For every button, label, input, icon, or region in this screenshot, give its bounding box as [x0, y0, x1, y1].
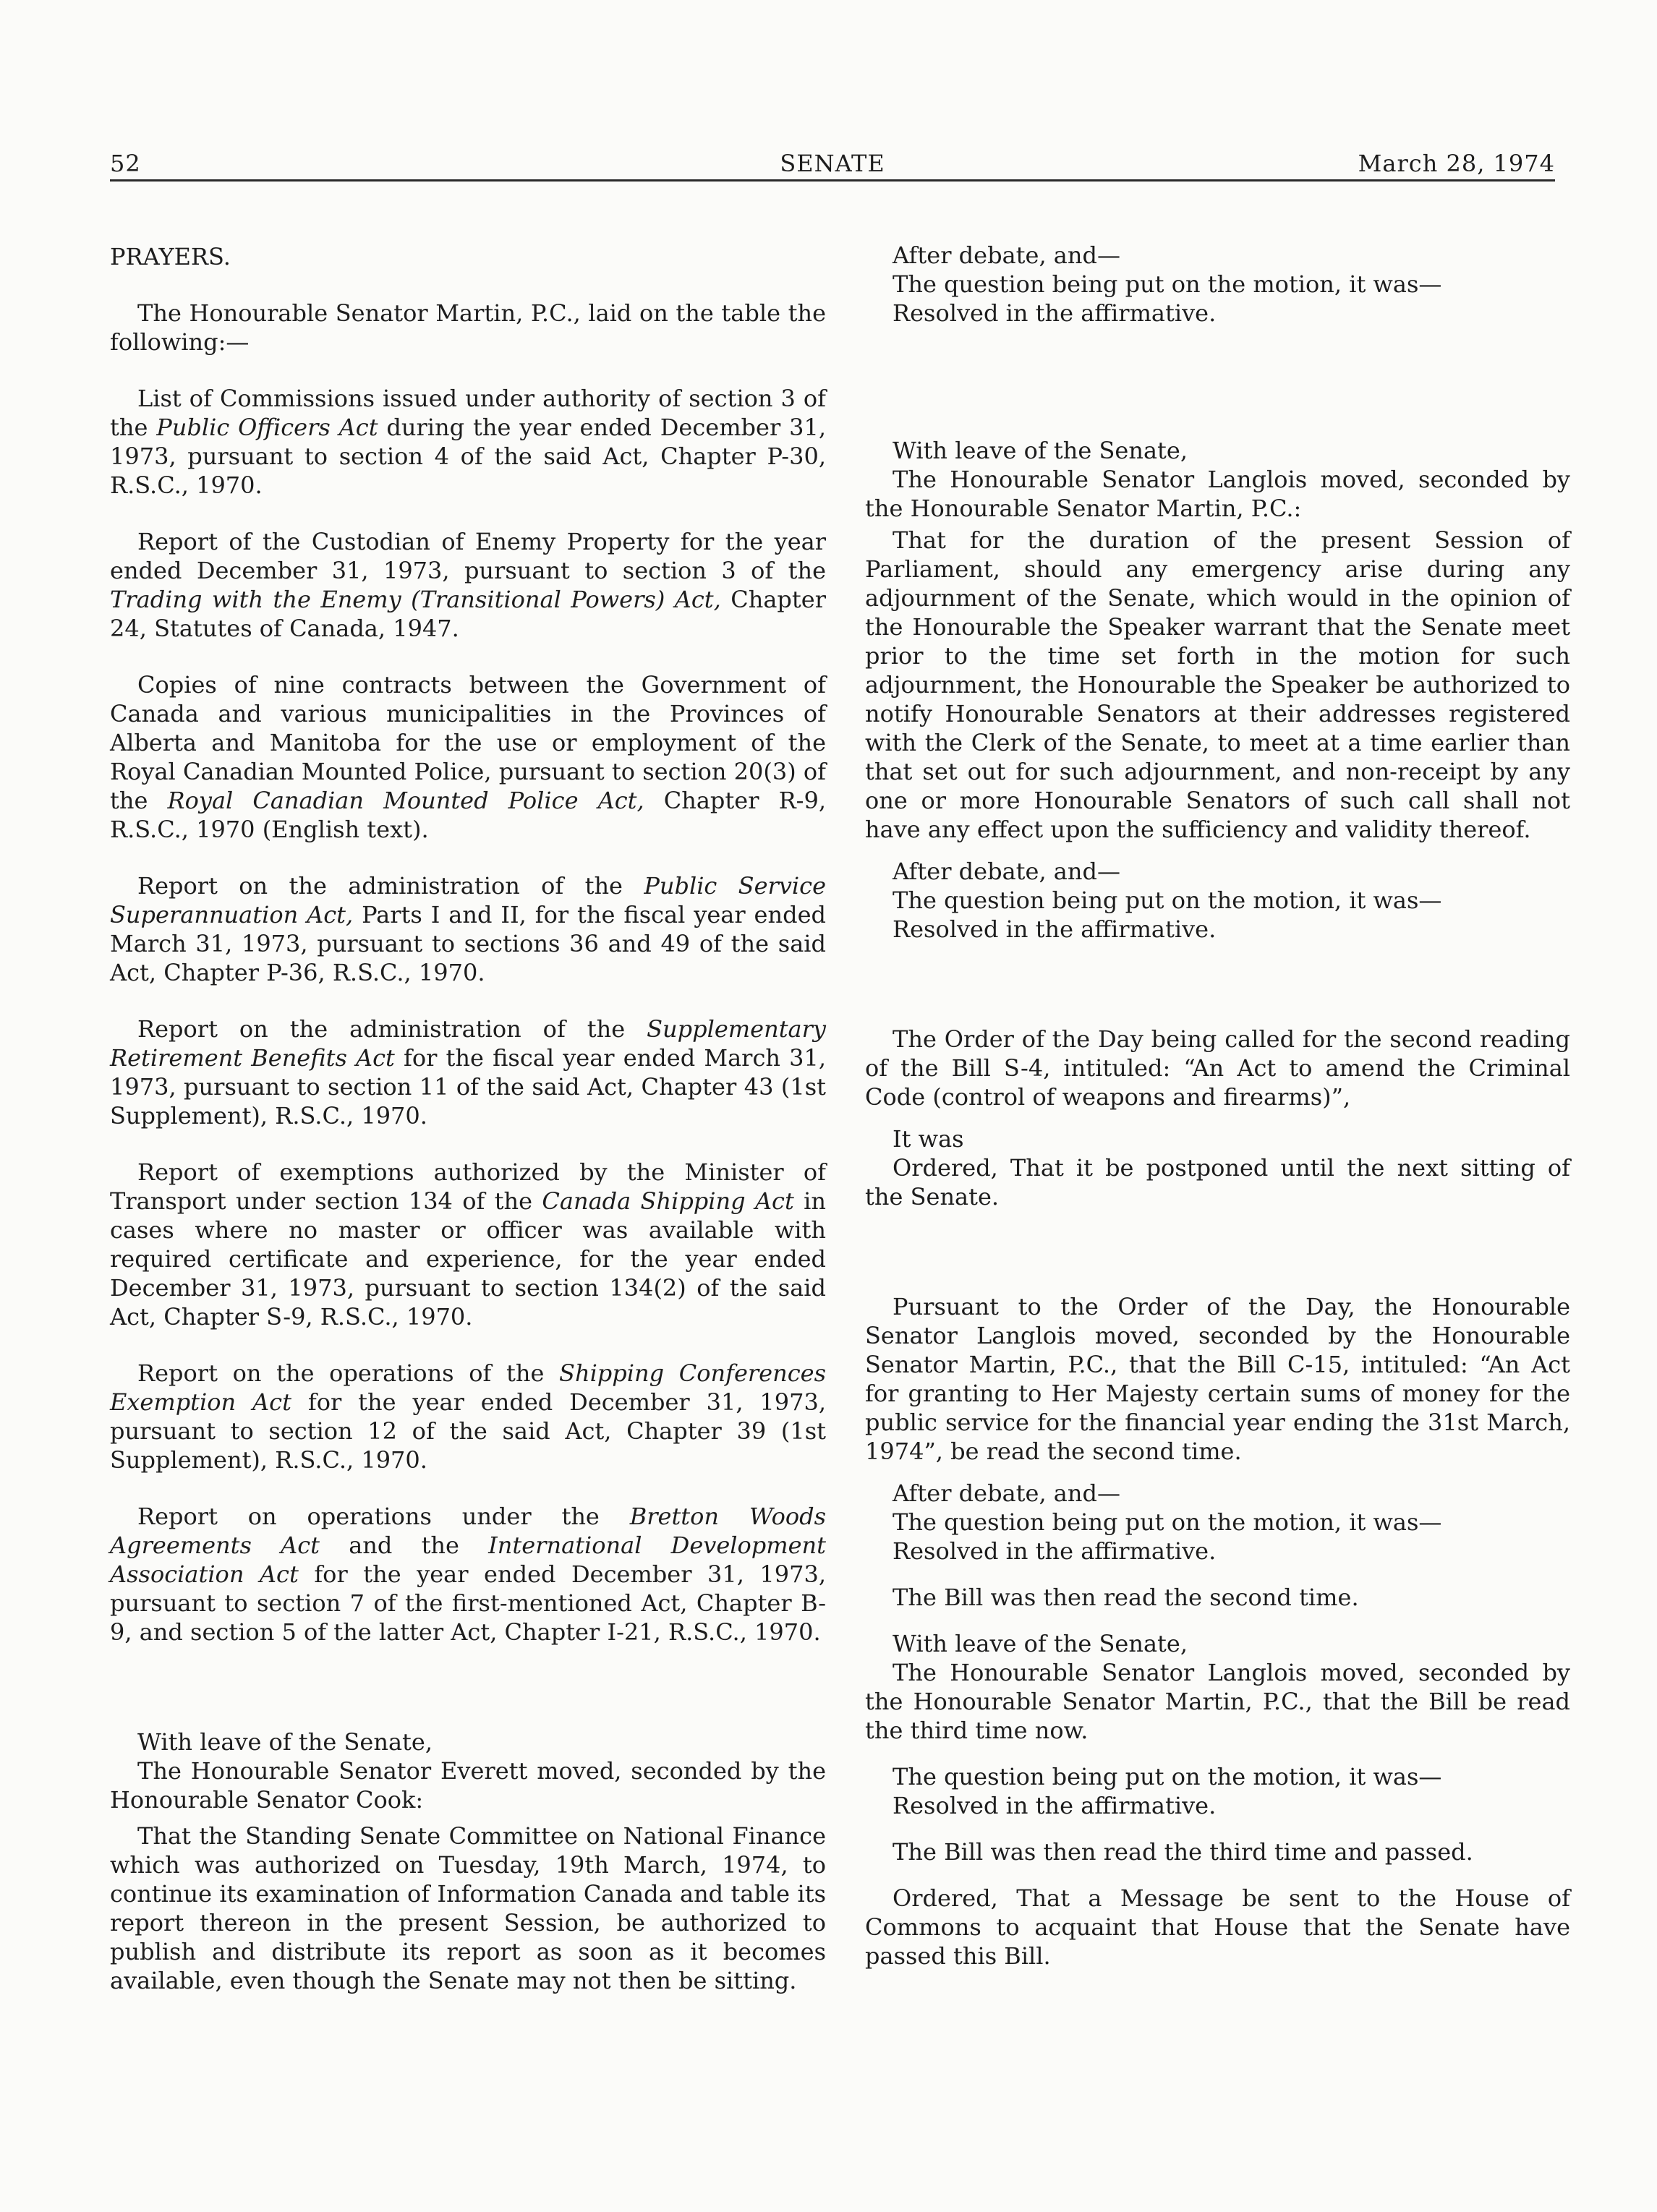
third-reading-motion: The Honourable Senator Langlois moved, seconded by the Honourable Senator Martin, P.C., that the Bill be read the third time now.: [865, 1659, 1570, 1744]
prayers-heading: PRAYERS.: [110, 243, 231, 270]
right-column: [865, 241, 1570, 1970]
tabled-document: List of Commissions issued under authority of section 3 of the Public Officers Act during the year ended December 31, 1973, pursuant to section 4 of the said Act, Chapter P-30, R.S.C., 1970.: [110, 385, 826, 499]
tabled-document: Report of the Custodian of Enemy Property for the year ended December 31, 1973, pursuant to section 3 of the Trading with the Enemy (Transitional Powers) Act, Chapter 24, Statutes of Canada, 1947.: [110, 528, 827, 642]
tabled-document: Report on the administration of the Supplementary Retirement Benefits Act for the fiscal year ended March 31, 1973, pursuant to section 11 of the said Act, Chapter 43 (1st Supplement), R.S.C., 1970.: [110, 1015, 827, 1130]
second-reading-line: The Bill was then read the second time.: [893, 1584, 1359, 1611]
tabled-document: Report on the operations of the Shipping Conferences Exemption Act for the year ended December 31, 1973, pursuant to section 12 of the said Act, Chapter 39 (1st Supplement), R.S.C., 1970.: [110, 1359, 827, 1474]
ordered-line: Ordered, That it be postponed until the next sitting of the Senate.: [865, 1154, 1570, 1210]
leave-line: With leave of the Senate,: [893, 1630, 1188, 1657]
tabled-document: Report of exemptions authorized by the Minister of Transport under section 134 of the Canada Shipping Act in cases where no master or officer was available with required certificate and experience, for the year ended December 31, 1973, pursuant to section 134(2) of the said Act, Chapter S-9, R.S.C., 1970.: [110, 1158, 826, 1331]
debate-line: After debate, and—: [893, 1479, 1120, 1507]
leave-line: With leave of the Senate,: [893, 437, 1188, 464]
motion-text: That the Standing Senate Committee on National Finance which was authorized on Tuesday, 19th March, 1974, to continue its examination of Information Canada and table its report thereon in the present Session, be authorized to publish and distribute its report as soon as it becomes available, even though the Senate may not then be sitting.: [110, 1822, 826, 1994]
resolved-line: Resolved in the affirmative.: [893, 299, 1217, 327]
tabled-document: Copies of nine contracts between the Government of Canada and various municipalities in the Provinces of Alberta and Manitoba for the use or employment of the Royal Canadian Mounted Police, pursuant to section 20(3) of the Royal Canadian Mounted Police Act, Chapter R-9, R.S.C., 1970 (English text).: [110, 671, 827, 843]
resolved-line: Resolved in the affirmative.: [893, 1537, 1217, 1565]
question-line: The question being put on the motion, it was—: [893, 1508, 1442, 1536]
motion-text: That for the duration of the present Session of Parliament, should any emergency arise during any adjournment of the Senate, which would in the opinion of the Honourable the Speaker warrant that the Senate meet prior to the time set forth in the motion for such adjournment, the Honourable the Speaker be authorized to notify Honourable Senators at their addresses registered with the Clerk of the Senate, to meet at a time earlier than that set out for such adjournment, and non-receipt by any one or more Honourable Senators of such call shall not have any effect upon the sufficiency and validity thereof.: [865, 526, 1570, 843]
debate-line: After debate, and—: [893, 858, 1120, 885]
tabled-document: Report on operations under the Bretton Woods Agreements Act and the International Development Association Act for the year ended December 31, 1973, pursuant to section 7 of the first-mentioned Act, Chapter B-9, and section 5 of the latter Act, Chapter I-21, R.S.C., 1970.: [110, 1503, 827, 1646]
left-column: [110, 242, 826, 1995]
journal-title: SENATE: [780, 150, 885, 177]
leave-line: With leave of the Senate,: [137, 1728, 433, 1756]
tabling-intro: The Honourable Senator Martin, P.C., laid on the table the following:—: [110, 299, 826, 356]
tabled-document: Report on the administration of the Public Service Superannuation Act, Parts I and II, for the fiscal year ended March 31, 1973, pursuant to sections 36 and 49 of the said Act, Chapter P-36, R.S.C., 1970.: [110, 872, 827, 986]
question-line: The question being put on the motion, it was—: [893, 270, 1442, 298]
debate-line: After debate, and—: [893, 242, 1120, 269]
motion-mover: The Honourable Senator Everett moved, seconded by the Honourable Senator Cook:: [110, 1757, 826, 1814]
question-line: The question being put on the motion, it was—: [893, 1763, 1442, 1790]
sitting-date: March 28, 1974: [1358, 150, 1555, 177]
resolved-line: Resolved in the affirmative.: [893, 915, 1217, 943]
third-reading-line: The Bill was then read the third time and passed.: [893, 1838, 1473, 1866]
it-was-line: It was: [893, 1125, 964, 1153]
order-of-day: The Order of the Day being called for the second reading of the Bill S-4, intituled: “An Act to amend the Criminal Code (control of weapons and firearms)”,: [865, 1025, 1570, 1111]
message-order: Ordered, That a Message be sent to the House of Commons to acquaint that House that the Senate have passed this Bill.: [865, 1884, 1570, 1970]
page-header: [110, 143, 1555, 182]
question-line: The question being put on the motion, it was—: [893, 887, 1442, 914]
resolved-line: Resolved in the affirmative.: [893, 1792, 1217, 1819]
motion-mover: The Honourable Senator Langlois moved, seconded by the Honourable Senator Martin, P.C.:: [865, 466, 1570, 522]
page-number: 52: [110, 150, 141, 177]
second-reading-motion: Pursuant to the Order of the Day, the Honourable Senator Langlois moved, seconded by the Honourable Senator Martin, P.C., that the Bill C-15, intituled: “An Act for granting to Her Majesty certain sums of money for the public service for the financial year ending the 31st March, 1974”, be read the second time.: [865, 1293, 1570, 1465]
